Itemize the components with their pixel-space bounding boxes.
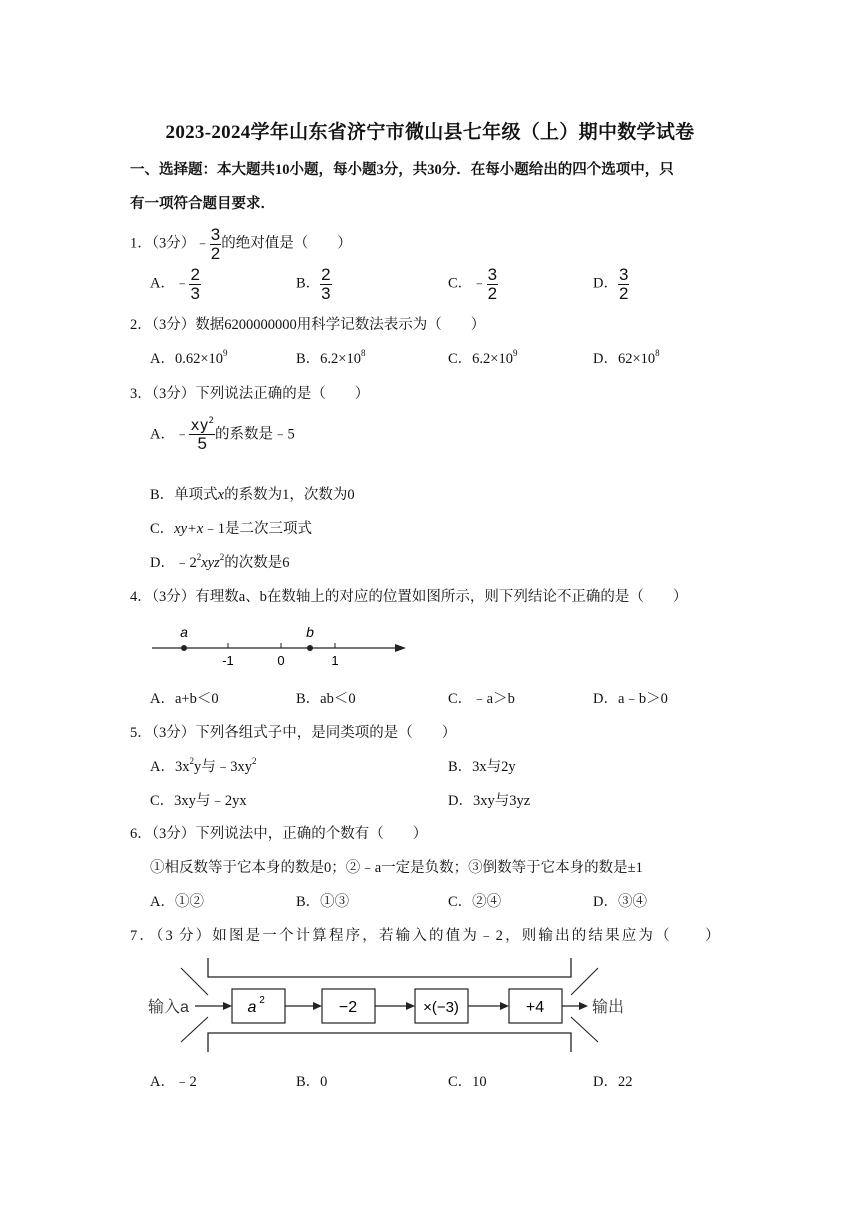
q5-option-c[interactable]: C．3xy与﹣2yx [150, 793, 247, 809]
loop-top-line [208, 958, 571, 977]
q3-a-den: 5 [197, 433, 207, 453]
q4-option-d[interactable]: D．a﹣b＞0 [593, 691, 668, 707]
q3-d-exp1: 2 [196, 552, 202, 562]
number-line-arrow [395, 644, 406, 652]
q1-b-num: 2 [321, 265, 331, 284]
q5-option-d[interactable]: D．3xy与3yz [448, 793, 531, 809]
input-label: 输入a [148, 999, 189, 1016]
q1-d-den: 2 [618, 283, 629, 303]
number-line-figure [148, 620, 413, 670]
q2-option-a[interactable] [150, 347, 228, 368]
box1-label: a [247, 999, 257, 1016]
q1-d-num: 3 [618, 265, 629, 284]
q1-suffix: 的绝对值是（ ） [221, 235, 352, 252]
q4-option-c[interactable]: C．﹣a＞b [448, 691, 515, 707]
q5-option-a[interactable] [150, 755, 256, 776]
q3-d-var: xyz [201, 555, 220, 571]
q7-option-d[interactable]: D．22 [593, 1074, 633, 1090]
arrow-2-head [406, 1002, 415, 1010]
q3-b-var: x [217, 487, 225, 503]
q2-a-exp: 9 [223, 348, 228, 358]
q5-a-pre: A．3x [150, 759, 190, 775]
input-slash-bottom [181, 1017, 208, 1042]
q6-option-d[interactable]: D．③④ [593, 894, 647, 910]
q3-a-suffix: 的系数是﹣5 [214, 426, 295, 443]
q1-a-den: 3 [190, 283, 200, 303]
q3-c-expr: xy+x [174, 521, 204, 537]
q3-b-rest: 的系数为1，次数为0 [224, 487, 355, 503]
tick-neg1-label: -1 [222, 653, 234, 668]
q2-c-text: C．6.2×10 [448, 351, 513, 367]
q3-a-label: A． [150, 426, 175, 443]
arrow-input-head [223, 1002, 232, 1010]
q1-option-c[interactable] [448, 266, 498, 303]
q1-a-fraction [189, 266, 200, 303]
q3-a-num [189, 418, 214, 435]
q3-option-d[interactable] [150, 551, 290, 572]
q5-a-exp2: 2 [251, 756, 257, 766]
q6-option-a[interactable]: A．①② [150, 894, 204, 910]
flowchart-figure [145, 955, 635, 1055]
section-heading-line2: 有一项符合题目要求． [130, 196, 275, 212]
output-slash-top [571, 968, 598, 995]
q1-c-den: 2 [487, 283, 498, 303]
arrow-output-head [579, 1002, 588, 1010]
question-6-stem: 6．（3分）下列说法中，正确的个数有（ ） [130, 826, 428, 842]
box2-label: −2 [338, 999, 358, 1016]
q1-c-fraction [487, 266, 498, 303]
q5-a-exp1: 2 [189, 756, 194, 766]
q1-b-fraction [320, 266, 331, 303]
q1-d-label: D． [593, 275, 618, 292]
q2-option-b[interactable] [296, 347, 365, 368]
point-a [181, 645, 187, 651]
q2-b-text: B．6.2×10 [296, 351, 361, 367]
q3-a-num-text: xy [190, 416, 209, 434]
q1-fraction-den: 2 [210, 243, 221, 263]
q2-d-exp: 8 [655, 348, 660, 358]
question-7-stem: 7．（3 分）如图是一个计算程序，若输入的值为﹣2，则输出的结果应为（ ） [130, 928, 720, 944]
box1-exp: 2 [259, 995, 265, 1006]
output-label: 输出 [592, 999, 625, 1016]
q5-option-b[interactable]: B．3x与2y [448, 759, 516, 775]
question-2-stem: 2．（3分）数据6200000000用科学记数法表示为（ ） [130, 317, 486, 333]
point-b [307, 645, 313, 651]
loop-bottom-line [208, 1033, 571, 1052]
q3-d-label: D．﹣2 [150, 555, 197, 571]
input-slash-top [181, 968, 208, 995]
q1-c-label: C． [448, 275, 473, 292]
q1-fraction-num: 3 [210, 225, 221, 244]
q7-option-c[interactable]: C．10 [448, 1074, 487, 1090]
q3-d-exp2: 2 [219, 552, 225, 562]
q3-option-c[interactable] [150, 517, 312, 538]
output-slash-bottom [571, 1017, 598, 1042]
q3-c-rest: ﹣1是二次三项式 [203, 521, 313, 537]
box3-label: ×(−3) [423, 999, 459, 1016]
section-heading-line1: 一、选择题：本大题共10小题，每小题3分，共30分．在每小题给出的四个选项中，只 [130, 162, 674, 178]
q7-option-a[interactable]: A．﹣2 [150, 1074, 197, 1090]
q2-b-exp: 8 [360, 348, 366, 358]
question-5-stem: 5．（3分）下列各组式子中，是同类项的是（ ） [130, 725, 457, 741]
q1-option-b[interactable] [296, 266, 332, 303]
q6-option-c[interactable]: C．②④ [448, 894, 502, 910]
q1-option-d[interactable] [593, 266, 629, 303]
q3-a-fraction [189, 418, 214, 453]
box4-label: +4 [525, 999, 545, 1016]
q1-d-fraction [618, 266, 629, 303]
q2-option-d[interactable] [593, 347, 660, 368]
q1-b-den: 3 [321, 283, 331, 303]
q1-c-sign: ﹣ [472, 275, 487, 292]
q3-a-num-exp: 2 [208, 416, 214, 426]
q1-a-num: 2 [190, 265, 200, 284]
arrow-3-head [500, 1002, 509, 1010]
q3-option-b[interactable] [150, 483, 355, 504]
question-3-stem: 3．（3分）下列说法正确的是（ ） [130, 386, 370, 402]
point-b-label: b [306, 624, 314, 640]
q1-a-sign: ﹣ [174, 275, 190, 292]
tick-0-label: 0 [277, 653, 285, 668]
q1-a-label: A． [150, 275, 175, 292]
q4-option-b[interactable]: B．ab＜0 [296, 691, 356, 707]
q2-d-text: D．62×10 [593, 351, 656, 367]
q7-option-b[interactable]: B．0 [296, 1074, 328, 1090]
q3-b-text: B．单项式 [150, 487, 218, 503]
q2-a-text: A．0.62×10 [150, 351, 224, 367]
q1-fraction [210, 226, 221, 263]
q1-c-num: 3 [487, 265, 498, 284]
q6-option-b[interactable]: B．①③ [296, 894, 350, 910]
point-a-label: a [180, 624, 188, 640]
q1-option-a[interactable] [150, 266, 201, 303]
question-1-stem [130, 226, 352, 263]
q1-prefix: 1．（3分） [130, 235, 196, 252]
q6-statements: ①相反数等于它本身的数是0；②﹣a一定是负数；③倒数等于它本身的数是±1 [150, 860, 643, 876]
q1-b-label: B． [296, 275, 321, 292]
q3-c-label: C． [150, 521, 175, 537]
q4-option-a[interactable]: A．a+b＜0 [150, 691, 219, 707]
tick-1-label: 1 [331, 653, 339, 668]
q5-a-mid: y与﹣3xy [193, 759, 252, 775]
q3-option-a[interactable] [150, 418, 295, 453]
q2-option-c[interactable] [448, 347, 517, 368]
q3-d-rest: 的次数是6 [224, 555, 290, 571]
q2-c-exp: 9 [512, 348, 518, 358]
arrow-1-head [313, 1002, 322, 1010]
q3-a-sign: ﹣ [174, 426, 190, 443]
exam-title: 2023-2024学年山东省济宁市微山县七年级（上）期中数学试卷 [165, 122, 695, 143]
question-4-stem: 4．（3分）有理数a、b在数轴上的对应的位置如图所示，则下列结论不正确的是（ ） [130, 589, 688, 605]
q1-minus: ﹣ [195, 235, 210, 252]
